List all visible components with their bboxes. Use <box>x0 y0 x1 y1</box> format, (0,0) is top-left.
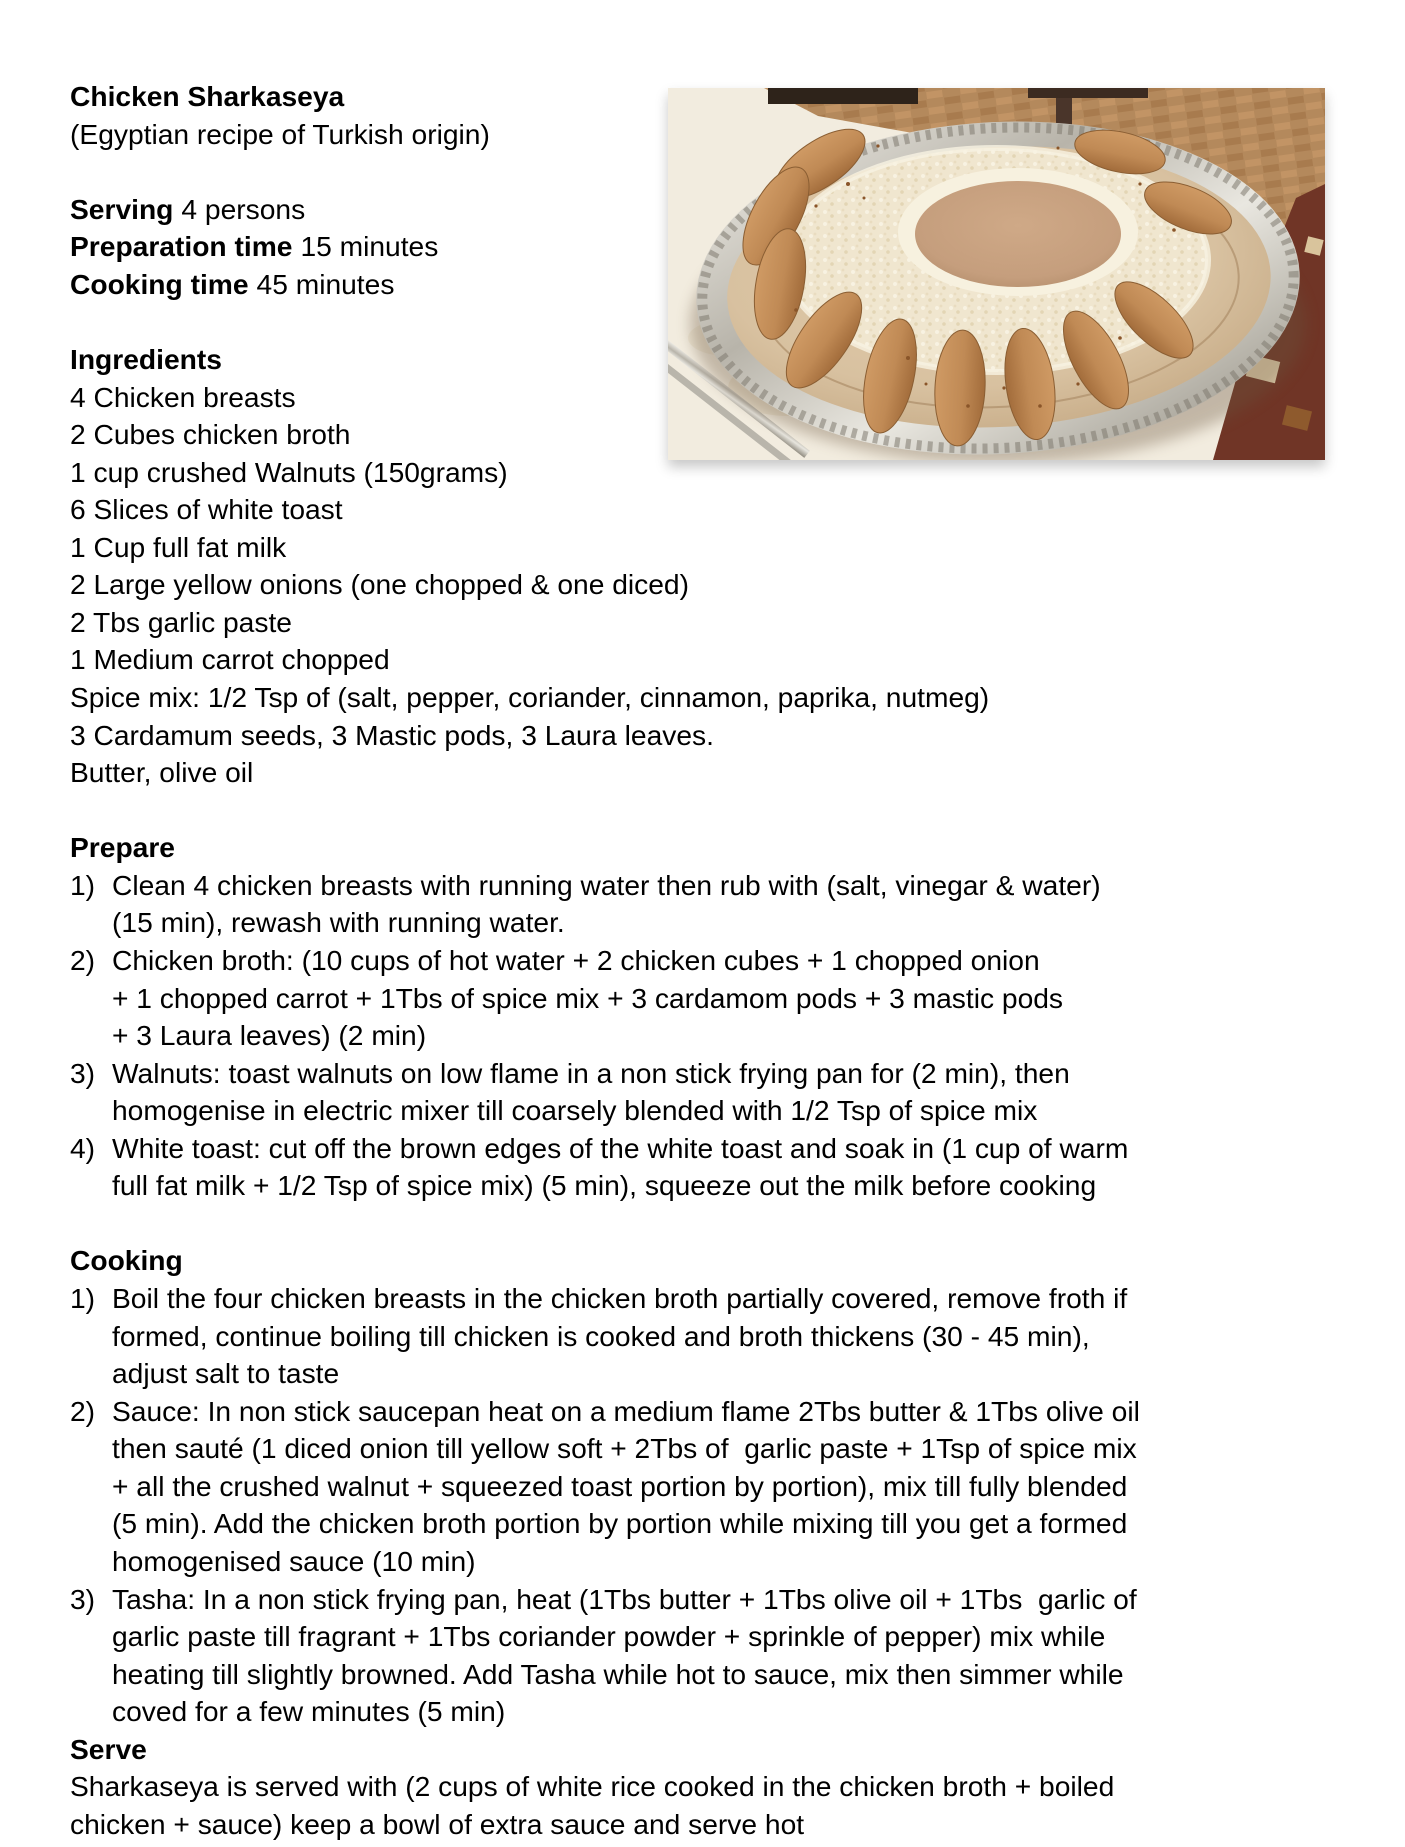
recipe-text <box>70 78 1140 1843</box>
step-line: homogenised sauce (10 min) <box>112 1544 476 1577</box>
step-number: 2) <box>70 943 96 976</box>
step-line: Walnuts: toast walnuts on low flame in a non stick frying pan for (2 min), then <box>112 1056 1070 1089</box>
prepare-step-4 <box>70 1130 1140 1205</box>
serve-heading: Serve <box>70 1732 147 1765</box>
prep-time-line <box>70 228 1140 266</box>
ingredient-item: 2 Cubes chicken broth <box>70 418 351 451</box>
ingredient-item: Butter, olive oil <box>70 756 254 789</box>
cook-time-value: 45 minutes <box>256 267 395 300</box>
ingredient-item: 4 Chicken breasts <box>70 380 296 413</box>
cook-time-label: Cooking time <box>70 267 249 300</box>
cooking-heading: Cooking <box>70 1244 183 1277</box>
prepare-step-1 <box>70 867 1140 942</box>
ingredients-heading: Ingredients <box>70 342 222 375</box>
step-line: (5 min). Add the chicken broth portion by portion while mixing till you get a formed <box>112 1507 1128 1540</box>
step-line: White toast: cut off the brown edges of the white toast and soak in (1 cup of warm <box>112 1131 1129 1164</box>
step-line: Clean 4 chicken breasts with running water then rub with (salt, vinegar & water) <box>112 868 1101 901</box>
serve-line: Sharkaseya is served with (2 cups of white rice cooked in the chicken broth + boiled <box>70 1770 1115 1803</box>
ingredient-item: 1 Medium carrot chopped <box>70 643 390 676</box>
step-number: 3) <box>70 1582 96 1615</box>
serving-value: 4 persons <box>181 192 306 225</box>
prep-time-label: Preparation time <box>70 230 293 263</box>
step-line: garlic paste till fragrant + 1Tbs coriander powder + sprinkle of pepper) mix while <box>112 1620 1106 1653</box>
prepare-step-2 <box>70 942 1140 1055</box>
step-number: 3) <box>70 1056 96 1089</box>
serving-line <box>70 191 1140 229</box>
page-subtitle: (Egyptian recipe of Turkish origin) <box>70 117 490 150</box>
step-line: Sauce: In non stick saucepan heat on a medium flame 2Tbs butter & 1Tbs olive oil <box>112 1394 1140 1427</box>
step-line: Boil the four chicken breasts in the chicken broth partially covered, remove froth if <box>112 1282 1128 1314</box>
ingredient-item: 1 Cup full fat milk <box>70 530 287 563</box>
ingredient-item: 2 Large yellow onions (one chopped & one diced) <box>70 568 689 601</box>
prepare-step-3 <box>70 1055 1140 1130</box>
step-line: full fat milk + 1/2 Tsp of spice mix) (5 min), squeeze out the milk before cooking <box>112 1169 1097 1202</box>
step-number: 1) <box>70 868 96 901</box>
ingredient-item: 2 Tbs garlic paste <box>70 605 292 638</box>
cooking-step-2 <box>70 1393 1140 1581</box>
serving-label: Serving <box>70 192 174 225</box>
step-line: coved for a few minutes (5 min) <box>112 1695 506 1728</box>
step-line: adjust salt to taste <box>112 1357 340 1390</box>
ingredient-item: 6 Slices of white toast <box>70 493 343 526</box>
cooking-step-3 <box>70 1581 1140 1731</box>
ingredient-item: Spice mix: 1/2 Tsp of (salt, pepper, coriander, cinnamon, paprika, nutmeg) <box>70 681 990 713</box>
prep-time-value: 15 minutes <box>300 230 439 263</box>
step-number: 1) <box>70 1282 96 1314</box>
step-line: Tasha: In a non stick frying pan, heat (1Tbs butter + 1Tbs olive oil + 1Tbs garlic of <box>112 1582 1137 1615</box>
step-line: (15 min), rewash with running water. <box>112 906 565 939</box>
step-line: formed, continue boiling till chicken is cooked and broth thickens (30 - 45 min), <box>112 1319 1090 1352</box>
prepare-heading: Prepare <box>70 831 175 864</box>
step-line: + 3 Laura leaves) (2 min) <box>112 1019 427 1052</box>
ingredient-item: 3 Cardamum seeds, 3 Mastic pods, 3 Laura leaves. <box>70 718 714 751</box>
step-line: + all the crushed walnut + squeezed toast portion by portion), mix till fully blended <box>112 1469 1128 1502</box>
step-number: 2) <box>70 1394 96 1427</box>
step-line: then sauté (1 diced onion till yellow soft + 2Tbs of garlic paste + 1Tsp of spice mix <box>112 1432 1137 1465</box>
cook-time-line <box>70 266 1140 304</box>
page-title: Chicken Sharkaseya <box>70 80 345 112</box>
serve-line: chicken + sauce) keep a bowl of extra sauce and serve hot <box>70 1807 805 1840</box>
step-line: Chicken broth: (10 cups of hot water + 2 chicken cubes + 1 chopped onion <box>112 943 1040 976</box>
ingredient-item: 1 cup crushed Walnuts (150grams) <box>70 455 508 488</box>
step-line: heating till slightly browned. Add Tasha while hot to sauce, mix then simmer while <box>112 1657 1124 1690</box>
step-line: homogenise in electric mixer till coarsely blended with 1/2 Tsp of spice mix <box>112 1094 1038 1127</box>
step-number: 4) <box>70 1131 96 1164</box>
step-line: + 1 chopped carrot + 1Tbs of spice mix + 3 cardamom pods + 3 mastic pods <box>112 981 1064 1014</box>
cooking-step-1 <box>70 1280 1140 1393</box>
